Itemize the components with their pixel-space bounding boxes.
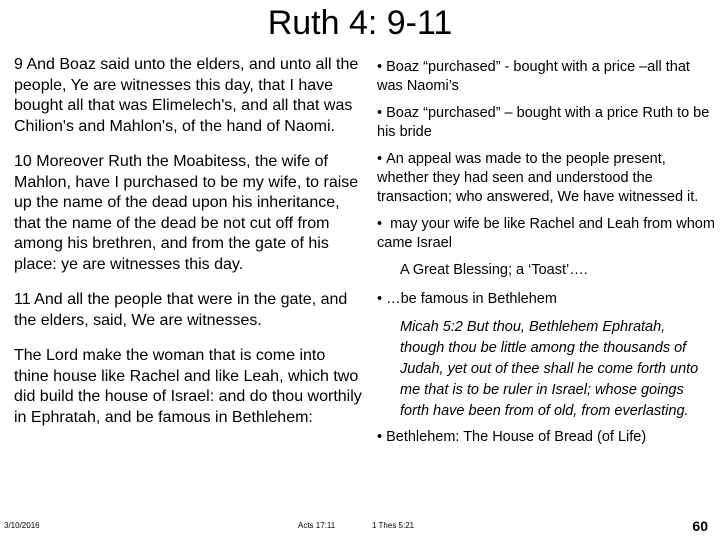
bullet-text: Boaz “purchased” - bought with a price –all that was Naomi’s [377, 59, 690, 94]
bullet-icon: • [377, 291, 383, 307]
scripture-verse-9: 9 And Boaz said unto the elders, and unto all the people, Ye are witnesses this day, that I have bought all that was Elimelech's, and all that was Chilion's and Mahlon's, of the hand of Naomi. [14, 56, 359, 135]
footer-ref-thes: 1 Thes 5:21 [372, 521, 415, 530]
bullet-icon: • [377, 59, 383, 75]
commentary-column [377, 58, 717, 455]
commentary-bullet [377, 58, 717, 96]
blessing-line: A Great Blessing; a ‘Toast’…. [400, 262, 588, 278]
commentary-bullet [377, 215, 717, 253]
scripture-verse-10: 10 Moreover Ruth the Moabitess, the wife of Mahlon, have I purchased to be my wife, to raise up the name of the dead upon his inheritance, that the name of the dead be not cut off from among his brethren, and from the gate of his place: ye are witnesses this day. [14, 153, 359, 273]
commentary-bullet [377, 290, 717, 309]
bullet-icon: • [377, 429, 383, 445]
micah-quote: Micah 5:2 But thou, Bethlehem Ephratah, though thou be little among the thousands of Judah, yet out of thee shall he come forth unto me that is to be ruler in Israel; whose goings forth have been from of old, from everlasting. [400, 319, 699, 419]
bullet-icon: • [377, 216, 383, 232]
bullet-text: may your wife be like Rachel and Leah from whom came Israel [377, 216, 715, 251]
scripture-verse-11: 11 And all the people that were in the gate, and the elders, said, We are witnesses. [14, 291, 348, 329]
bullet-text: An appeal was made to the people present, whether they had seen and understood the transaction; who answered, We have witnessed it. [377, 151, 699, 205]
bullet-text: Bethlehem: The House of Bread (of Life) [386, 429, 647, 445]
bullet-text: Boaz “purchased” – bought with a price Ruth to be his bride [377, 105, 710, 140]
slide-title: Ruth 4: 9-11 [267, 4, 453, 42]
footer-ref-acts: Acts 17:11 [298, 521, 336, 530]
commentary-bullet [377, 428, 717, 447]
scripture-verse-11-continued: The Lord make the woman that is come into thine house like Rachel and like Leah, which two did build the house of Israel: and do thou worthily in Ephratah, and be famous in Bethlehem: [14, 347, 362, 426]
page-number: 60 [692, 518, 708, 534]
scripture-column [14, 55, 364, 443]
bullet-icon: • [377, 151, 383, 167]
bullet-text: …be famous in Bethlehem [386, 291, 557, 307]
bullet-icon: • [377, 105, 383, 121]
commentary-bullet [377, 104, 717, 142]
commentary-bullet [377, 150, 717, 207]
footer-date: 3/10/2016 [4, 521, 40, 530]
